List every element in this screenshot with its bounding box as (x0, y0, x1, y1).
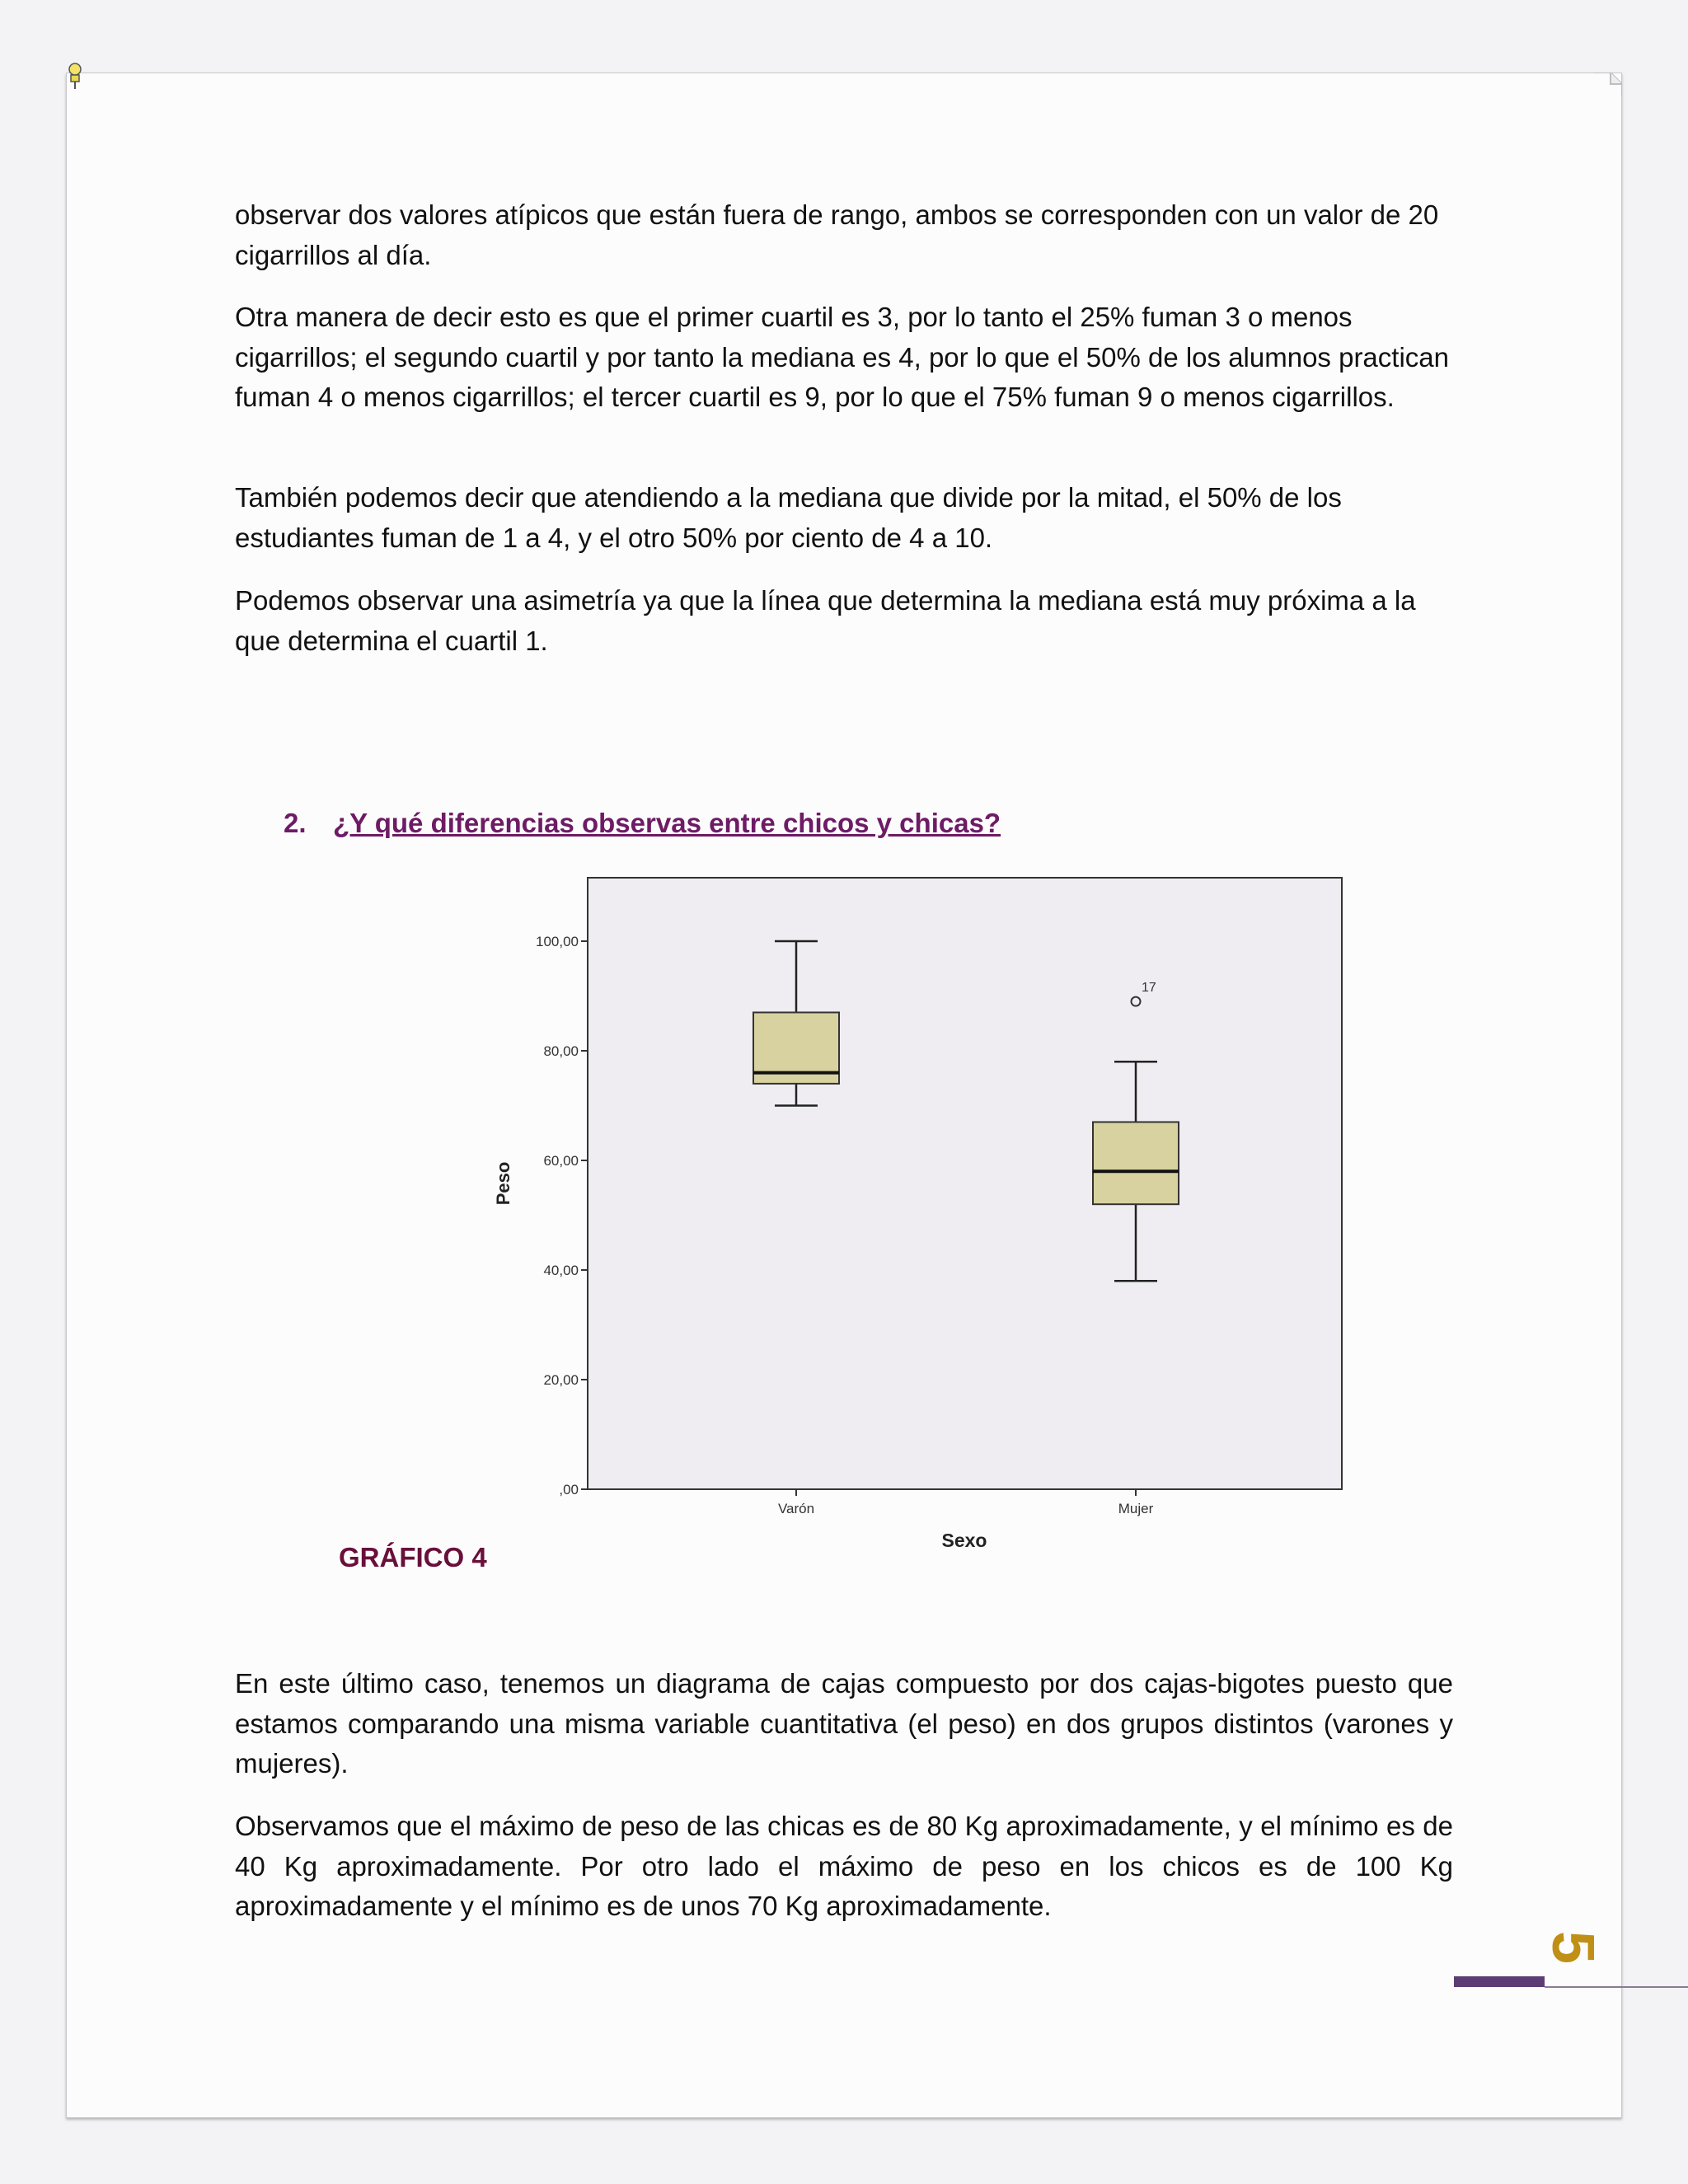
page-number-rule (1545, 1986, 1688, 1988)
y-tick-label: 60,00 (543, 1153, 579, 1169)
paragraph-median: También podemos decir que atendiendo a la mediana que divide por la mitad, el 50% de los estudiantes fuman de 1 a 4, y el otro 50% por ciento de 4 a 10. (235, 482, 1342, 553)
y-tick-label: 100,00 (536, 934, 579, 949)
figure-caption: GRÁFICO 4 (339, 1542, 487, 1572)
paragraph-boxplot-description: En este último caso, tenemos un diagrama de cajas compuesto por dos cajas-bigotes puesto que estamos comparando una misma variable cuantitativa (el peso) en dos grupos distintos (varones y mujeres). (235, 1668, 1453, 1779)
box (1093, 1122, 1179, 1204)
question-number: 2. (284, 808, 307, 838)
paragraph-outliers: observar dos valores atípicos que están fuera de rango, ambos se corresponden con un valor de 20 cigarrillos al día. (235, 199, 1439, 270)
paragraph-asymmetry: Podemos observar una asimetría ya que la línea que determina la mediana está muy próxima a la que determina el cuartil 1. (235, 585, 1416, 656)
x-axis-label: Sexo (941, 1530, 987, 1551)
y-axis (536, 934, 588, 1497)
y-tick-label: 20,00 (543, 1372, 579, 1388)
y-tick-label: ,00 (559, 1482, 579, 1497)
boxplot-chart (462, 849, 1368, 1558)
y-axis-label: Peso (493, 1161, 513, 1206)
x-tick-label: Varón (777, 1501, 815, 1516)
page-number-bar (1454, 1976, 1545, 1987)
question-heading (284, 808, 1001, 839)
paragraph-quartiles: Otra manera de decir esto es que el primer cuartil es 3, por lo tanto el 25% fuman 3 o menos cigarrillos; el segundo cuartil y por tanto la mediana es 4, por lo que el 50% de los alumnos practican fuman 4 o menos cigarrillos; el tercer cuartil es 9, por lo que el 75% fuman 9 o menos cigarrillos. (235, 302, 1449, 412)
plot-area (588, 878, 1342, 1489)
page-corner-fold (1594, 73, 1622, 96)
x-axis (778, 1489, 1154, 1516)
y-tick-label: 80,00 (543, 1043, 579, 1059)
question-text: ¿Y qué diferencias observas entre chicos y chicas? (333, 808, 1001, 838)
page-number: 5 (1540, 1930, 1606, 1965)
x-tick-label: Mujer (1118, 1501, 1154, 1516)
pin-icon (66, 63, 84, 91)
outlier-label: 17 (1142, 981, 1156, 996)
paragraph-weight-comparison: Observamos que el máximo de peso de las chicas es de 80 Kg aproximadamente, y el mínimo es de 40 Kg aproximadamente. Por otro lado el máximo de peso en los chicos es de 100 Kg aproximadamente y el mínimo es de unos 70 Kg aproximadamente. (235, 1811, 1453, 1921)
y-tick-label: 40,00 (543, 1263, 579, 1278)
